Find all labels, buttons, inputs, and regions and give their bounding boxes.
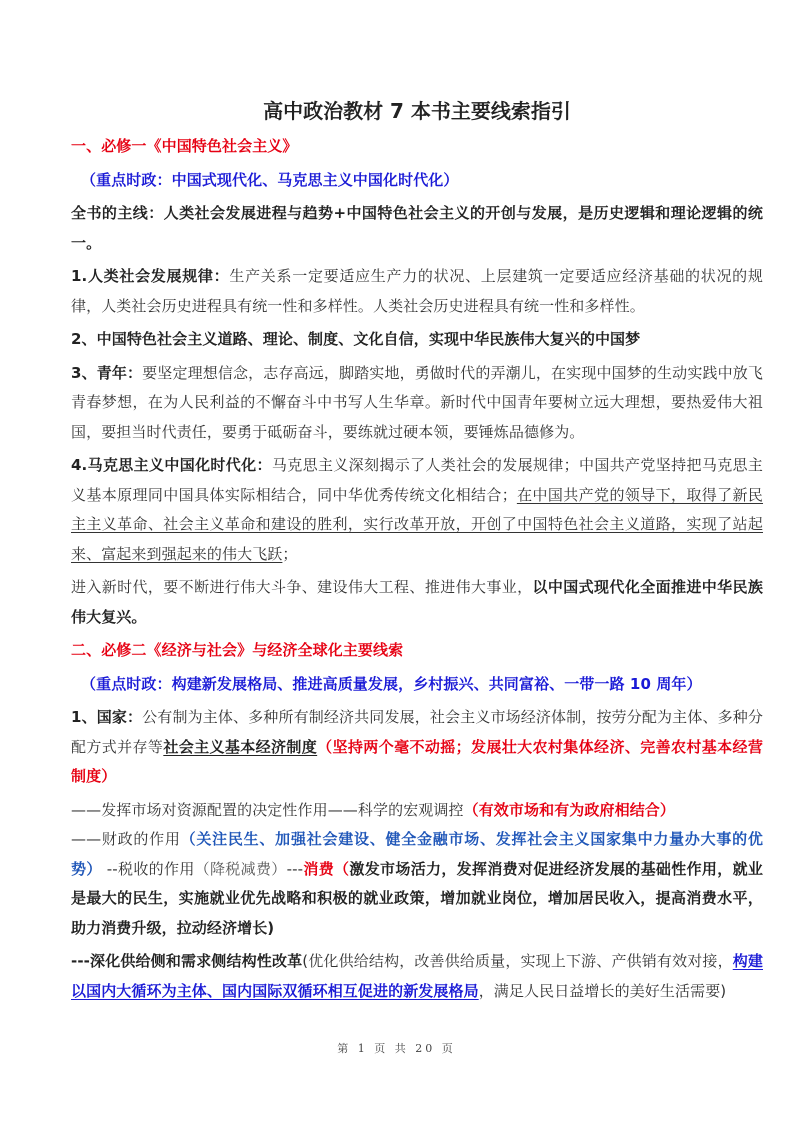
tax-gray: （降税减费） [194, 859, 287, 878]
item4-text: 马克思主义深刻揭示了人类社会的发展规律；中国共产党坚持把马克思主义基本原理同中国具体实际相结合，同中华优秀传统文化相结合； [71, 456, 764, 504]
market-text: ——发挥市场对资源配置的决定性作用——科学的宏观调控 [71, 800, 464, 819]
item4-label: 4.马克思主义中国化时代化： [71, 456, 272, 474]
section1-mainline: 全书的主线：人类社会发展进程与趋势+中国特色社会主义的开创与发展，是历史逻辑和理论逻辑的统一。 [71, 204, 763, 252]
market-red: （有效市场和有为政府相结合） [463, 800, 676, 819]
consume-red: 消费（ [303, 859, 350, 878]
section2-focus: （重点时政：构建新发展格局、推进高质量发展，乡村振兴、共同富裕、一带一路 10 周年） [81, 674, 702, 693]
consume-dash: --- [286, 859, 304, 878]
fiscal-text: ——财政的作用 [71, 830, 181, 848]
newera-bold: 以中国式现代化全面推进中华民族伟大复兴。 [71, 578, 763, 626]
item4-end: ； [282, 544, 298, 563]
section2-item1 [71, 703, 763, 792]
section1-item2: 2、中国特色社会主义道路、理论、制度、文化自信，实现中华民族伟大复兴的中国梦 [71, 330, 641, 348]
document-title: 高中政治教材 7 本书主要线索指引 [263, 99, 571, 123]
item3-text: 要坚定理想信念，志存高远，脚踏实地，勇做时代的弄潮儿，在实现中国梦的生动实践中放飞青春梦想，在为人民利益的不懈奋斗中书写人生华章。新时代中国青年要树立远大理想，要热爱伟大祖国，要担当时代责任，要勇于砥砺奋斗，要练就过硬本领，要锤炼品德修为。 [71, 363, 763, 441]
document-page [71, 96, 763, 1006]
reform-end: ，满足人民日益增长的美好生活需要) [478, 981, 727, 1000]
item1-label: 1.人类社会发展规律： [71, 267, 230, 285]
section2-market [71, 796, 763, 944]
section1-item4 [71, 451, 763, 569]
section1-heading: 一、必修一《中国特色社会主义》 [71, 137, 298, 155]
reform-link: 构建以国内大循环为主体、国内国际双循环相互促进的新发展格局 [71, 952, 763, 1000]
item1-text: 生产关系一定要适应生产力的状况、上层建筑一定要适应经济基础的状况的规律，人类社会历史进程具有统一性和多样性。人类社会历史进程具有统一性和多样性。 [71, 267, 763, 315]
s2-item1-label: 1、国家： [71, 708, 143, 726]
tax-text: --税收的作用 [106, 859, 195, 878]
item3-label: 3、青年： [71, 363, 143, 382]
page-footer: 第 1 页 共 20 页 [337, 1042, 456, 1055]
section2-reform [71, 947, 763, 1006]
section1-item3 [71, 359, 763, 448]
newera-text: 进入新时代，要不断进行伟大斗争、建设伟大工程、推进伟大事业， [71, 578, 533, 596]
reform-text: (优化供给结构，改善供给质量，实现上下游、产供销有效对接， [302, 952, 733, 970]
consume-bold: 激发市场活力，发挥消费对促进经济发展的基础性作用，就业是最大的民生，实施就业优先战略和积极的就业政策，增加就业岗位，增加居民收入，提高消费水平，助力消费升级，拉动经济增长) [71, 859, 763, 937]
s2-item1-red: （坚持两个毫不动摇；发展壮大农村集体经济、完善农村基本经营制度） [71, 737, 763, 785]
section1-focus: （重点时政：中国式现代化、马克思主义中国化时代化） [81, 170, 459, 189]
item4-underlined: 在中国共产党的领导下，取得了新民主主义革命、社会主义革命和建设的胜利，实行改革开放，开创了中国特色社会主义道路，实现了站起来、富起来到强起来的伟大飞跃 [71, 485, 764, 563]
reform-bold: ---深化供给侧和需求侧结构性改革 [71, 952, 303, 970]
s2-item1-underlined: 社会主义基本经济制度 [163, 737, 318, 756]
section2-heading: 二、必修二《经济与社会》与经济全球化主要线索 [71, 641, 404, 659]
section1-item1 [71, 262, 763, 321]
fiscal-blue: （关注民生、加强社会建设、健全金融市场、发挥社会主义国家集中力量办大事的优势） [71, 830, 763, 878]
s2-item1-text: 公有制为主体、多种所有制经济共同发展，社会主义市场经济体制，按劳分配为主体、多种分配方式并存等 [71, 708, 763, 756]
section1-newera [71, 573, 763, 632]
